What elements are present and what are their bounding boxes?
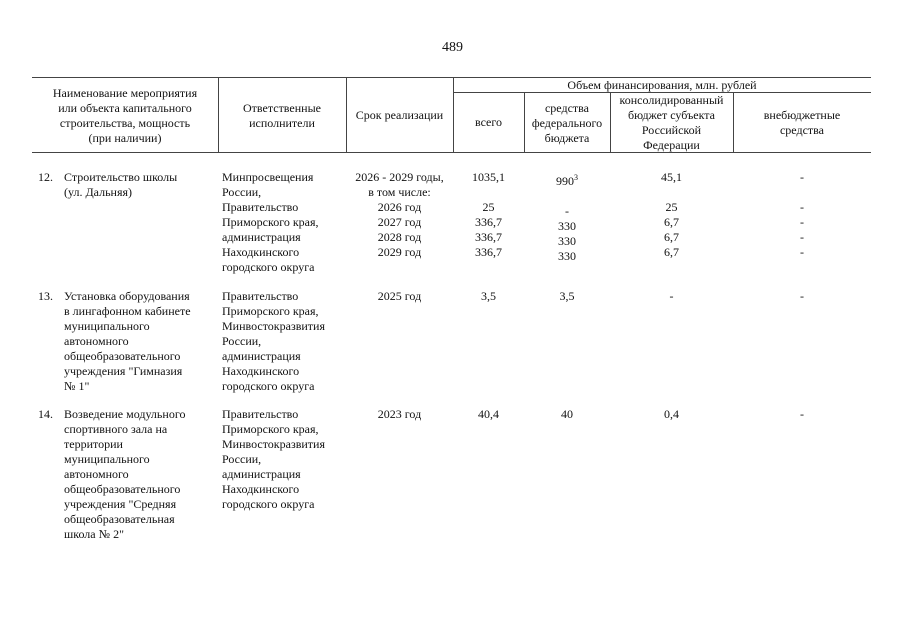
row-federal: 40 (561, 407, 573, 421)
footnote-mark: 3 (574, 173, 578, 182)
row-term: 2025 год (377, 289, 422, 303)
row-extrabudget: - (800, 289, 804, 303)
row-term: 2026 - 2029 годы, в том числе: 2026 год 2027 год 2028 год 2029 год (355, 170, 444, 259)
header-col-cons: консолидированный бюджет субъекта Российской Федерации (619, 93, 724, 152)
header-col-fed: средства федерального бюджета (531, 101, 603, 145)
header-col-term: Срок реализации (355, 108, 444, 122)
row-number: 12. (38, 170, 53, 184)
header-col-name: Наименование мероприятия или объекта капитального строительства, мощность (при наличии) (52, 86, 198, 145)
row-total: 40,4 (478, 407, 499, 421)
row-responsible: Правительство Приморского края, Минвостокразвития России, администрация Находкинского городского округа (222, 407, 325, 511)
row-consolidated: - (669, 289, 674, 303)
row-responsible: Правительство Приморского края, Минвостокразвития России, администрация Находкинского городского округа (222, 289, 325, 393)
row-federal: 3,5 (559, 289, 575, 303)
row-total: 1035,1 25 336,7 336,7 336,7 (472, 170, 505, 259)
header-col-resp: Ответственные исполнители (243, 101, 321, 130)
row-extrabudget: - (800, 407, 804, 421)
row-consolidated: 45,1 25 6,7 6,7 6,7 (661, 170, 682, 259)
header-bottom-rule (32, 152, 871, 153)
header-group-financing: Объем финансирования, млн. рублей (567, 78, 757, 92)
row-name: Строительство школы (ул. Дальняя) (64, 170, 178, 199)
row-name: Возведение модульного спортивного зала на территории муниципального автономного общеобразовательного учреждения "Средняя общеобразовательная школа № 2" (64, 407, 186, 541)
row-federal: $990^3$ - 330 330 330 (556, 173, 578, 263)
row-name: Установка оборудования в лингафонном кабинете муниципального автономного общеобразовательного учреждения "Гимназия № 1" (64, 289, 191, 393)
row-extrabudget: - - - - - (800, 170, 804, 259)
row-consolidated: 0,4 (664, 407, 679, 421)
row-responsible: Минпросвещения России, Правительство Приморского края, администрация Находкинского городского округа (222, 170, 319, 274)
row-total: 3,5 (481, 289, 496, 303)
row-number: 13. (38, 289, 53, 303)
header-col-extra: внебюджетные средства (763, 108, 841, 137)
row-number: 14. (38, 407, 53, 421)
page-number: 489 (442, 40, 463, 55)
header-col-total: всего (474, 115, 503, 129)
row-term: 2023 год (377, 407, 422, 421)
